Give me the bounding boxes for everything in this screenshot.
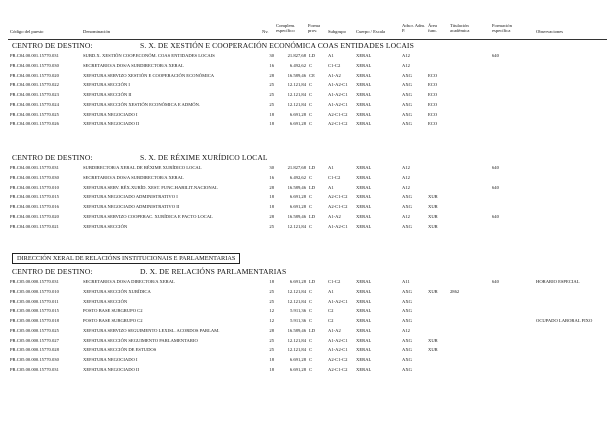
cell-area: ECO — [428, 82, 438, 88]
table-row — [0, 100, 615, 109]
cell-adsc: AXG — [402, 72, 412, 78]
cell-cuerpo: XERAL — [356, 72, 372, 78]
section-name: S. X. DE XESTIÓN E COOPERACIÓN ECONÓMICA COAS ENTIDADES LOCAIS — [140, 41, 414, 50]
table-row — [0, 336, 615, 345]
cell-code: PR.C05.00.000.15770.010 — [10, 288, 59, 294]
cell-esp: 12.121,84 — [287, 101, 306, 107]
cell-code: PR.C04.00.001.15770.030 — [10, 174, 59, 180]
cell-area: XUR — [428, 223, 438, 229]
table-row — [0, 277, 615, 286]
cell-code: PR.C05.00.000.15770.030 — [10, 357, 59, 362]
cell-code: PR.C04.00.001.15770.024 — [10, 101, 59, 107]
table-row — [0, 90, 615, 99]
cell-esp: 6.691,28 — [289, 204, 306, 209]
cell-sub: A1-A2 — [328, 327, 341, 333]
cell-sub: A2-C1-C2 — [328, 111, 348, 117]
cell-adsc: AXG — [402, 82, 412, 88]
cell-fp: LD — [309, 327, 316, 333]
cell-fp: C — [309, 288, 313, 294]
cell-area: ECO — [428, 121, 438, 127]
cell-cuerpo: XERAL — [356, 279, 372, 284]
cell-nv: 25 — [269, 298, 274, 304]
table-row — [0, 183, 615, 192]
section-label: CENTRO DE DESTINO: — [12, 267, 93, 276]
cell-fp: C — [309, 366, 313, 372]
cell-cuerpo: XERAL — [356, 204, 372, 209]
table-row — [0, 355, 615, 364]
cell-fp: LD — [309, 165, 316, 170]
cell-cuerpo: XERAL — [356, 101, 372, 107]
cell-adsc: A12 — [402, 213, 410, 219]
cell-adsc: AXG — [402, 223, 412, 229]
cell-den: XEFATURA NEGOCIADO II — [83, 121, 140, 127]
cell-adsc: A12 — [402, 174, 410, 180]
cell-den: SECRETARIO/A DOS/A DIRECTOR/A XERAL — [83, 279, 175, 284]
cell-fp: CE — [309, 72, 315, 78]
cell-cuerpo: XERAL — [356, 337, 372, 343]
table-row — [0, 297, 615, 306]
table-row — [0, 163, 615, 172]
cell-fp: C — [309, 101, 313, 107]
cell-obs: OCUPADO LABORAL FIXO — [536, 318, 593, 323]
table-row — [0, 71, 615, 80]
cell-nv: 12 — [269, 318, 274, 323]
cell-cuerpo: XERAL — [356, 82, 372, 88]
section-heading — [12, 41, 414, 50]
cell-sub: C2 — [328, 318, 334, 323]
cell-form: 640 — [492, 165, 499, 170]
cell-adsc: A12 — [402, 62, 410, 68]
cell-sub: A2-C1-C2 — [328, 204, 348, 209]
header-rule — [8, 39, 607, 40]
cell-nv: 12 — [269, 308, 274, 314]
cell-adsc: AXG — [402, 366, 412, 372]
col-forma-prov: Forma prov. — [308, 23, 320, 33]
table-row — [0, 173, 615, 182]
cell-den: XEFATURA NEGOCIADO ADMINISTRATIVO II — [83, 204, 180, 209]
cell-fp: LD — [309, 213, 316, 219]
cell-esp: 6.691,28 — [289, 279, 306, 284]
cell-cuerpo: XERAL — [356, 184, 372, 190]
cell-esp: 6.691,28 — [289, 366, 306, 372]
cell-esp: 16.589,46 — [287, 213, 306, 219]
cell-den: XEFATURA SECCIÓN — [83, 223, 128, 229]
table-row — [0, 287, 615, 296]
cell-nv: 18 — [269, 111, 274, 117]
cell-adsc: AXG — [402, 288, 412, 294]
table-row — [0, 51, 615, 60]
cell-esp: 6.691,28 — [289, 357, 306, 362]
cell-esp: 12.121,84 — [287, 92, 306, 97]
cell-cuerpo: XERAL — [356, 223, 372, 229]
col-nivel: Nv. — [262, 29, 269, 34]
cell-area: XUR — [428, 204, 438, 209]
cell-adsc: AXG — [402, 298, 412, 304]
cell-esp: 6.691,28 — [289, 121, 306, 127]
cell-adsc: AXG — [402, 101, 412, 107]
cell-adsc: A11 — [402, 279, 410, 284]
cell-esp: 12.121,84 — [287, 223, 306, 229]
cell-esp: 6.691,28 — [289, 111, 306, 117]
cell-area: XUR — [428, 288, 438, 294]
cell-form: 640 — [492, 184, 499, 190]
cell-cuerpo: XERAL — [356, 53, 372, 58]
cell-den: XEFATURA NEGOCIADO I — [83, 111, 138, 117]
cell-code: PR.C04.00.001.15770.015 — [10, 194, 59, 200]
cell-nv: 30 — [269, 165, 274, 170]
cell-den: XEFATURA SECCIÓN XESTIÓN ECONÓMICA E ADMÓN. — [83, 101, 201, 107]
section-heading — [12, 153, 268, 162]
cell-obs: HORARIO ESPECIAL — [536, 279, 580, 284]
cell-cuerpo: XERAL — [356, 62, 372, 68]
cell-code: PR.C05.00.000.15770.011 — [10, 298, 59, 304]
cell-cuerpo: XERAL — [356, 298, 372, 304]
section-name: D. X. DE RELACIÓNS PARLAMENTARIAS — [140, 267, 287, 276]
cell-adsc: AXG — [402, 308, 412, 314]
col-complemento: Complem. específico — [276, 23, 296, 33]
cell-den: XEFATURA NEGOCIADO I — [83, 357, 138, 362]
table-row — [0, 365, 615, 374]
cell-area: XUR — [428, 347, 438, 353]
cell-sub: A1-A2 — [328, 213, 341, 219]
cell-sub: A1 — [328, 53, 334, 58]
cell-sub: A2-C1-C2 — [328, 366, 348, 372]
cell-esp: 12.121,84 — [287, 347, 306, 353]
cell-den: POSTO BASE SUBGRUPO C2 — [83, 318, 143, 323]
cell-sub: A1-A2-C1 — [328, 337, 348, 343]
cell-cuerpo: XERAL — [356, 366, 372, 372]
cell-area: ECO — [428, 92, 438, 97]
cell-fp: C — [309, 223, 313, 229]
cell-nv: 25 — [269, 92, 274, 97]
cell-code: PR.C04.00.001.15770.031 — [10, 53, 59, 58]
cell-area: XUR — [428, 194, 438, 200]
cell-fp: C — [309, 318, 313, 323]
cell-esp: 21.827,68 — [287, 53, 306, 58]
cell-nv: 18 — [269, 194, 274, 200]
cell-den: SECRETARIO/A DOS/A SUBDIRECTOR/A XERAL — [83, 174, 184, 180]
col-formacion: Formación específica — [492, 23, 512, 33]
cell-den: SECRETARIO/A DOS/A SUBDIRECTOR/A XERAL — [83, 62, 184, 68]
cell-cuerpo: XERAL — [356, 318, 372, 323]
cell-esp: 12.121,84 — [287, 337, 306, 343]
cell-cuerpo: XERAL — [356, 327, 372, 333]
cell-adsc: AXG — [402, 337, 412, 343]
cell-fp: C — [309, 347, 313, 353]
cell-code: PR.C04.00.001.15770.016 — [10, 204, 59, 209]
cell-fp: C — [309, 308, 313, 314]
cell-adsc: AXG — [402, 194, 412, 200]
cell-nv: 30 — [269, 53, 274, 58]
cell-adsc: A12 — [402, 53, 410, 58]
cell-fp: C — [309, 62, 313, 68]
col-observaciones: Observaciones — [536, 29, 564, 34]
cell-sub: A1-A2-C1 — [328, 82, 348, 88]
cell-area: ECO — [428, 111, 438, 117]
table-row — [0, 212, 615, 221]
cell-nv: 18 — [269, 357, 274, 362]
cell-sub: A1-A2-C1 — [328, 101, 348, 107]
cell-nv: 16 — [269, 174, 274, 180]
table-row — [0, 306, 615, 315]
cell-esp: 21.827,68 — [287, 165, 306, 170]
cell-adsc: AXG — [402, 318, 412, 323]
cell-code: PR.C04.00.001.15770.030 — [10, 62, 59, 68]
cell-den: XEFATURA SECCIÓN I — [83, 82, 130, 88]
cell-nv: 25 — [269, 223, 274, 229]
cell-code: PR.C05.00.000.15770.015 — [10, 308, 59, 314]
col-titulacion: Titulación académica — [450, 23, 470, 33]
cell-den: XEFATURA SECCIÓN II — [83, 92, 132, 97]
cell-adsc: AXG — [402, 111, 412, 117]
cell-nv: 18 — [269, 366, 274, 372]
cell-code: PR.C04.00.001.15770.026 — [10, 121, 59, 127]
col-area: Área func. — [428, 23, 438, 33]
cell-sub: A1-A2 — [328, 72, 341, 78]
cell-code: PR.C04.00.001.15770.022 — [10, 82, 59, 88]
cell-sub: C1-C2 — [328, 279, 341, 284]
cell-esp: 5.911,36 — [290, 318, 306, 323]
cell-sub: A1 — [328, 288, 334, 294]
table-row — [0, 202, 615, 211]
cell-code: PR.C05.00.000.15770.018 — [10, 318, 59, 323]
cell-sub: C1-C2 — [328, 174, 341, 180]
cell-esp: 6.492,62 — [289, 62, 306, 68]
cell-nv: 25 — [269, 288, 274, 294]
cell-fp: C — [309, 357, 313, 362]
cell-fp: C — [309, 204, 313, 209]
cell-fp: LD — [309, 53, 316, 58]
cell-esp: 12.121,84 — [287, 82, 306, 88]
cell-code: PR.C04.00.001.15770.031 — [10, 165, 59, 170]
cell-form: 640 — [492, 53, 499, 58]
cell-code: PR.C04.00.001.15770.023 — [10, 92, 59, 97]
cell-sub: A1-A2-C1 — [328, 223, 348, 229]
cell-cuerpo: XERAL — [356, 121, 372, 127]
cell-adsc: AXG — [402, 121, 412, 127]
cell-fp: LD — [309, 184, 316, 190]
cell-cuerpo: XERAL — [356, 288, 372, 294]
table-row — [0, 110, 615, 119]
cell-code: PR.C05.00.000.15770.028 — [10, 347, 59, 353]
cell-fp: C — [309, 111, 313, 117]
cell-sub: A2-C1-C2 — [328, 121, 348, 127]
section-heading — [12, 267, 287, 276]
cell-esp: 6.691,28 — [289, 194, 306, 200]
cell-cuerpo: XERAL — [356, 308, 372, 314]
cell-cuerpo: XERAL — [356, 165, 372, 170]
cell-adsc: AXG — [402, 347, 412, 353]
cell-area: XUR — [428, 213, 438, 219]
cell-nv: 25 — [269, 101, 274, 107]
cell-sub: A1 — [328, 165, 334, 170]
cell-code: PR.C05.00.000.15770.031 — [10, 279, 59, 284]
section-label: CENTRO DE DESTINO: — [12, 41, 93, 50]
col-adscripcion: Adscr. Adm. P. — [402, 23, 426, 33]
cell-nv: 28 — [269, 72, 274, 78]
cell-den: SUBDIRECTOR/A XERAL DE RÉXIME XURÍDICO LOCAL — [83, 165, 202, 170]
cell-nv: 25 — [269, 82, 274, 88]
cell-area: ECO — [428, 101, 438, 107]
cell-esp: 5.911,36 — [290, 308, 306, 314]
cell-area: ECO — [428, 72, 438, 78]
cell-code: PR.C04.00.001.15770.025 — [10, 111, 59, 117]
table-row — [0, 192, 615, 201]
column-header — [0, 21, 615, 39]
cell-fp: C — [309, 298, 313, 304]
cell-nv: 18 — [269, 121, 274, 127]
cell-den: XEFATURA SERVIZO SEGUIMENTO LEXISL. ACORDOS PARLAM. — [83, 327, 220, 333]
table-row — [0, 119, 615, 128]
cell-fp: C — [309, 92, 313, 97]
cell-nv: 18 — [269, 204, 274, 209]
cell-adsc: AXG — [402, 357, 412, 362]
cell-fp: LD — [309, 279, 316, 284]
cell-nv: 28 — [269, 213, 274, 219]
table-row — [0, 80, 615, 89]
cell-fp: C — [309, 82, 313, 88]
cell-den: XEFATURA SERVIZO COOPERAC. XURÍDICA E PACTO LOCAL — [83, 213, 213, 219]
cell-cuerpo: XERAL — [356, 347, 372, 353]
cell-esp: 12.121,84 — [287, 298, 306, 304]
cell-code: PR.C04.00.001.15770.020 — [10, 72, 59, 78]
cell-den: XEFATURA SECCIÓN SEGUIMENTO PARLAMENTARIO — [83, 337, 198, 343]
cell-adsc: AXG — [402, 204, 412, 209]
cell-esp: 12.121,84 — [287, 288, 306, 294]
cell-code: PR.C04.00.001.15770.020 — [10, 213, 59, 219]
cell-sub: C2 — [328, 308, 334, 314]
cell-code: PR.C05.00.000.15770.031 — [10, 366, 59, 372]
cell-cuerpo: XERAL — [356, 92, 372, 97]
cell-esp: 16.589,46 — [287, 72, 306, 78]
cell-code: PR.C04.00.001.15770.021 — [10, 223, 59, 229]
section-label: CENTRO DE DESTINO: — [12, 153, 93, 162]
cell-den: XEFATURA NEGOCIADO ADMINISTRATIVO I — [83, 194, 178, 200]
table-row — [0, 345, 615, 354]
cell-esp: 16.589,46 — [287, 327, 306, 333]
cell-fp: C — [309, 337, 313, 343]
cell-tit: 2862 — [450, 288, 460, 294]
cell-form: 640 — [492, 279, 499, 284]
cell-esp: 16.589,46 — [287, 184, 306, 190]
cell-sub: A2-C1-C2 — [328, 194, 348, 200]
cell-sub: C1-C2 — [328, 62, 341, 68]
cell-nv: 16 — [269, 62, 274, 68]
cell-den: XEFATURA SERV. RÉX.XURÍD. XEST. FUNC.HABILIT.NACIONAL — [83, 184, 218, 190]
cell-sub: A1-A2-C1 — [328, 347, 348, 353]
table-row — [0, 222, 615, 231]
cell-nv: 18 — [269, 279, 274, 284]
cell-nv: 28 — [269, 327, 274, 333]
table-row — [0, 326, 615, 335]
cell-fp: C — [309, 121, 313, 127]
col-denominacion: Denominación — [83, 29, 111, 34]
cell-code: PR.C05.00.000.15770.027 — [10, 337, 59, 343]
cell-den: XEFATURA SECCIÓN — [83, 298, 128, 304]
cell-den: XEFATURA SERVIZO XESTIÓN E COOPERACIÓN ECONÓMICA — [83, 72, 215, 78]
cell-sub: A1-A2-C1 — [328, 298, 348, 304]
cell-cuerpo: XERAL — [356, 213, 372, 219]
cell-area: XUR — [428, 337, 438, 343]
cell-den: XEFATURA SECCIÓN DE ESTUDOS — [83, 347, 157, 353]
cell-den: XEFATURA SECCIÓN XURÍDICA — [83, 288, 151, 294]
cell-nv: 28 — [269, 184, 274, 190]
col-codigo: Código del puesto — [10, 29, 44, 34]
table-row — [0, 316, 615, 325]
col-subgrupo: Subgrupo — [328, 29, 346, 34]
cell-den: POSTO BASE SUBGRUPO C2 — [83, 308, 143, 314]
cell-den: XEFATURA NEGOCIADO II — [83, 366, 140, 372]
cell-fp: C — [309, 194, 313, 200]
cell-form: 640 — [492, 213, 499, 219]
col-cuerpo: Cuerpo / Escala — [356, 29, 386, 34]
cell-nv: 25 — [269, 347, 274, 353]
cell-adsc: A12 — [402, 184, 410, 190]
table-row — [0, 61, 615, 70]
cell-adsc: AXG — [402, 92, 412, 97]
cell-code: PR.C05.00.000.15770.025 — [10, 327, 59, 333]
cell-adsc: A12 — [402, 165, 410, 170]
direction-title: DIRECCIÓN XERAL DE RELACIÓNS INSTITUCIONAIS E PARLAMENTARIAS — [12, 253, 240, 264]
cell-adsc: A12 — [402, 327, 410, 333]
cell-cuerpo: XERAL — [356, 111, 372, 117]
cell-sub: A2-C1-C2 — [328, 357, 348, 362]
cell-sub: A1 — [328, 184, 334, 190]
cell-cuerpo: XERAL — [356, 194, 372, 200]
cell-cuerpo: XERAL — [356, 357, 372, 362]
cell-nv: 25 — [269, 337, 274, 343]
cell-den: SUBD.X. XESTIÓN COOP.ECONÓM. COAS ENTIDADES LOCAIS — [83, 53, 215, 58]
cell-fp: C — [309, 174, 313, 180]
cell-sub: A1-A2-C1 — [328, 92, 348, 97]
cell-cuerpo: XERAL — [356, 174, 372, 180]
section-name: S. X. DE RÉXIME XURÍDICO LOCAL — [140, 153, 268, 162]
cell-esp: 6.492,62 — [289, 174, 306, 180]
cell-code: PR.C04.00.001.15770.010 — [10, 184, 59, 190]
